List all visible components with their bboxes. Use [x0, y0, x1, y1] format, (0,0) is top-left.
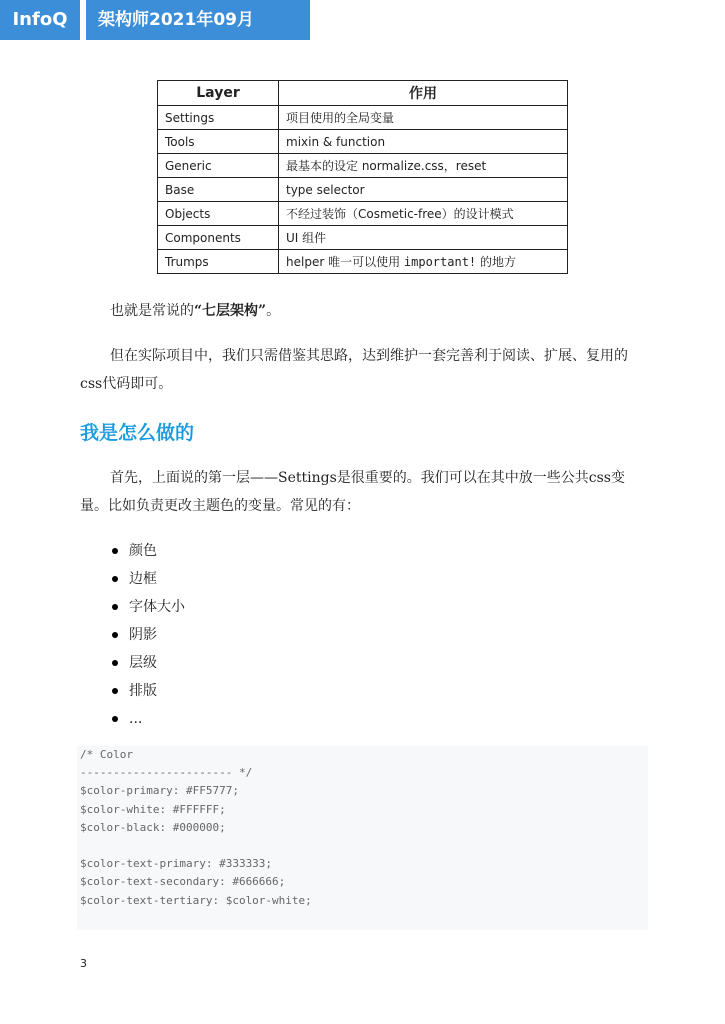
role-cell: 不经过装饰（Cosmetic-free）的设计模式 [279, 202, 568, 226]
code-line: $color-text-tertiary: $color-white; [80, 893, 312, 907]
paragraph-text: 也就是常说的 [110, 303, 194, 319]
list-item [112, 565, 185, 593]
variable-list [112, 537, 185, 733]
role-text: 的地方 [476, 255, 516, 269]
code-line: $color-white: #FFFFFF; [80, 802, 226, 816]
bullet-icon [112, 632, 118, 638]
list-item-text: 颜色 [129, 543, 157, 559]
table-row [158, 250, 568, 274]
bullet-icon [112, 688, 118, 694]
role-cell [279, 250, 568, 274]
layer-cell: Trumps [158, 250, 279, 274]
paragraph-seven-layers [80, 297, 646, 325]
list-item-text: 阴影 [129, 627, 157, 643]
table-row [158, 226, 568, 250]
list-item [112, 537, 185, 565]
emphasis-text: “七层架构” [194, 303, 267, 319]
list-item-text: 字体大小 [129, 599, 185, 615]
list-item-text: 层级 [129, 655, 157, 671]
bullet-icon [112, 576, 118, 582]
table-row [158, 202, 568, 226]
header-title: 架构师2021年09月 [86, 0, 310, 40]
code-line: $color-text-secondary: #666666; [80, 875, 286, 889]
list-item-text: ... [129, 711, 143, 727]
role-cell: 最基本的设定 normalize.css，reset [279, 154, 568, 178]
layer-cell: Settings [158, 106, 279, 130]
layer-cell: Tools [158, 130, 279, 154]
code-line: /* Color [80, 748, 133, 761]
role-cell: UI 组件 [279, 226, 568, 250]
role-text: helper 唯一可以使用 [286, 255, 404, 269]
role-cell: type selector [279, 178, 568, 202]
role-cell: mixin & function [279, 130, 568, 154]
table-row [158, 106, 568, 130]
table-row [158, 154, 568, 178]
table-row [158, 130, 568, 154]
bullet-icon [112, 660, 118, 666]
paragraph-text: 。 [266, 303, 281, 319]
code-block [77, 746, 648, 930]
list-item-text: 排版 [129, 683, 157, 699]
list-item [112, 621, 185, 649]
role-cell: 项目使用的全局变量 [279, 106, 568, 130]
paragraph-settings: 首先，上面说的第一层——Settings是很重要的。我们可以在其中放一些公共css变量。比如负责更改主题色的变量。常见的有： [80, 470, 625, 514]
layer-cell: Objects [158, 202, 279, 226]
header-brand: InfoQ [0, 0, 80, 40]
layer-cell: Components [158, 226, 279, 250]
code-line [80, 837, 645, 855]
layer-cell: Generic [158, 154, 279, 178]
section-heading: 我是怎么做的 [80, 422, 195, 444]
page-number: 3 [80, 957, 87, 970]
layer-table [157, 80, 568, 274]
table-header-row [158, 81, 568, 106]
code-line: $color-primary: #FF5777; [80, 784, 239, 798]
table-row [158, 178, 568, 202]
bullet-icon [112, 716, 118, 722]
list-item [112, 677, 185, 705]
bullet-icon [112, 604, 118, 610]
list-item [112, 593, 185, 621]
list-item-text: 边框 [129, 571, 157, 587]
column-header-role: 作用 [279, 81, 568, 106]
code-line: ----------------------- */ [80, 766, 253, 780]
code-line: $color-text-primary: #333333; [80, 857, 273, 871]
list-item [112, 649, 185, 677]
list-item [112, 705, 185, 733]
inline-code: important! [403, 255, 477, 269]
bullet-icon [112, 548, 118, 554]
paragraph-practice: 但在实际项目中，我们只需借鉴其思路，达到维护一套完善利于阅读、扩展、复用的css代码即可。 [80, 348, 628, 392]
layer-cell: Base [158, 178, 279, 202]
code-line: $color-black: #000000; [80, 820, 226, 834]
column-header-layer: Layer [158, 81, 279, 106]
